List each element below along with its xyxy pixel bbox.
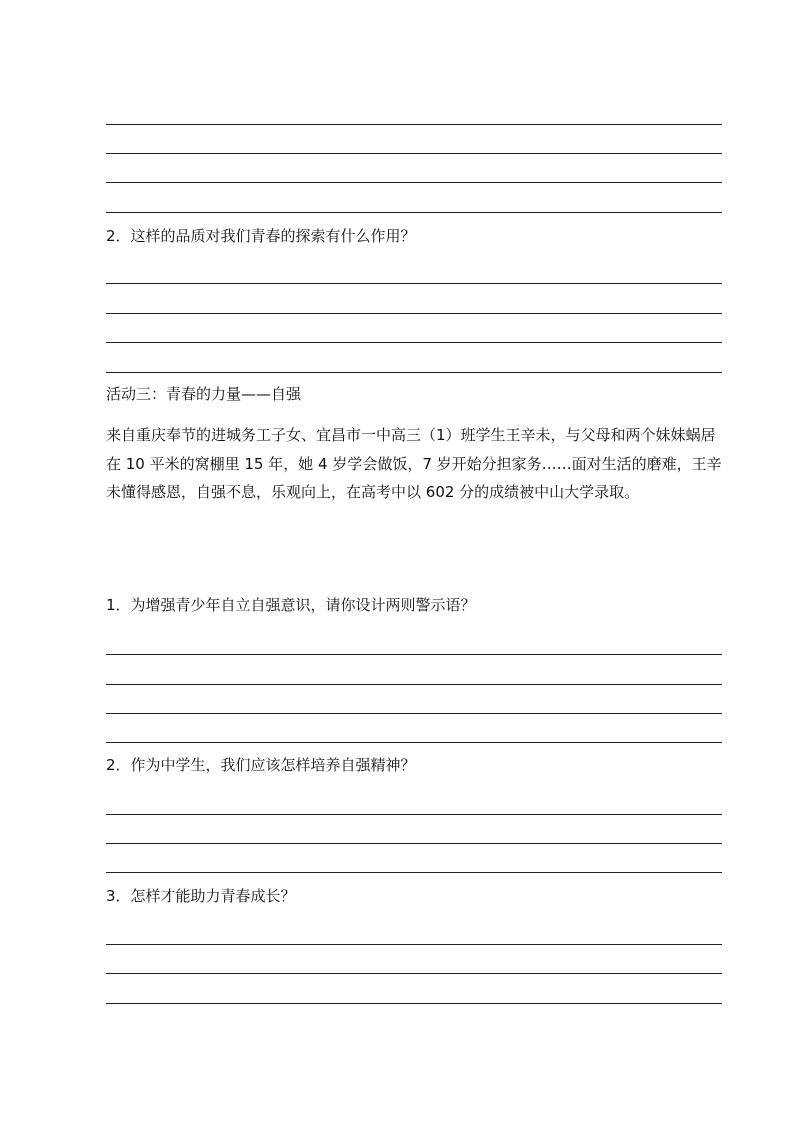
answer-line bbox=[106, 153, 722, 154]
answer-line bbox=[106, 872, 722, 873]
activity-question-1: 1．为增强青少年自立自强意识，请你设计两则警示语？ bbox=[106, 596, 476, 614]
answer-line bbox=[106, 124, 722, 125]
story-paragraph bbox=[106, 421, 722, 507]
answer-line bbox=[106, 212, 722, 213]
answer-line bbox=[106, 973, 722, 974]
answer-line bbox=[106, 814, 722, 815]
answer-line bbox=[106, 843, 722, 844]
answer-line bbox=[106, 372, 722, 373]
answer-line bbox=[106, 1003, 722, 1004]
answer-line bbox=[106, 313, 722, 314]
answer-line bbox=[106, 944, 722, 945]
answer-line bbox=[106, 342, 722, 343]
activity-heading: 活动三：青春的力量——自强 bbox=[106, 385, 302, 403]
story-text: 来自重庆奉节的进城务工子女、宜昌市一中高三（1）班学生王辛未，与父母和两个妹妹蜗居在 10 平米的窝棚里 15 年，她 4 岁学会做饭，7 岁开始分担家务……面对生活的磨难，王辛未懂得感恩，自强不息，乐观向上，在高考中以 602 分的成绩被中山大学录取。 bbox=[106, 426, 722, 501]
activity-question-3: 3．怎样才能助力青春成长？ bbox=[106, 887, 296, 905]
activity-question-2: 2．作为中学生，我们应该怎样培养自强精神？ bbox=[106, 756, 416, 774]
answer-line bbox=[106, 182, 722, 183]
answer-line bbox=[106, 283, 722, 284]
answer-line bbox=[106, 742, 722, 743]
question-2: 2．这样的品质对我们青春的探索有什么作用？ bbox=[106, 227, 416, 245]
answer-line bbox=[106, 684, 722, 685]
answer-line bbox=[106, 713, 722, 714]
answer-line bbox=[106, 654, 722, 655]
